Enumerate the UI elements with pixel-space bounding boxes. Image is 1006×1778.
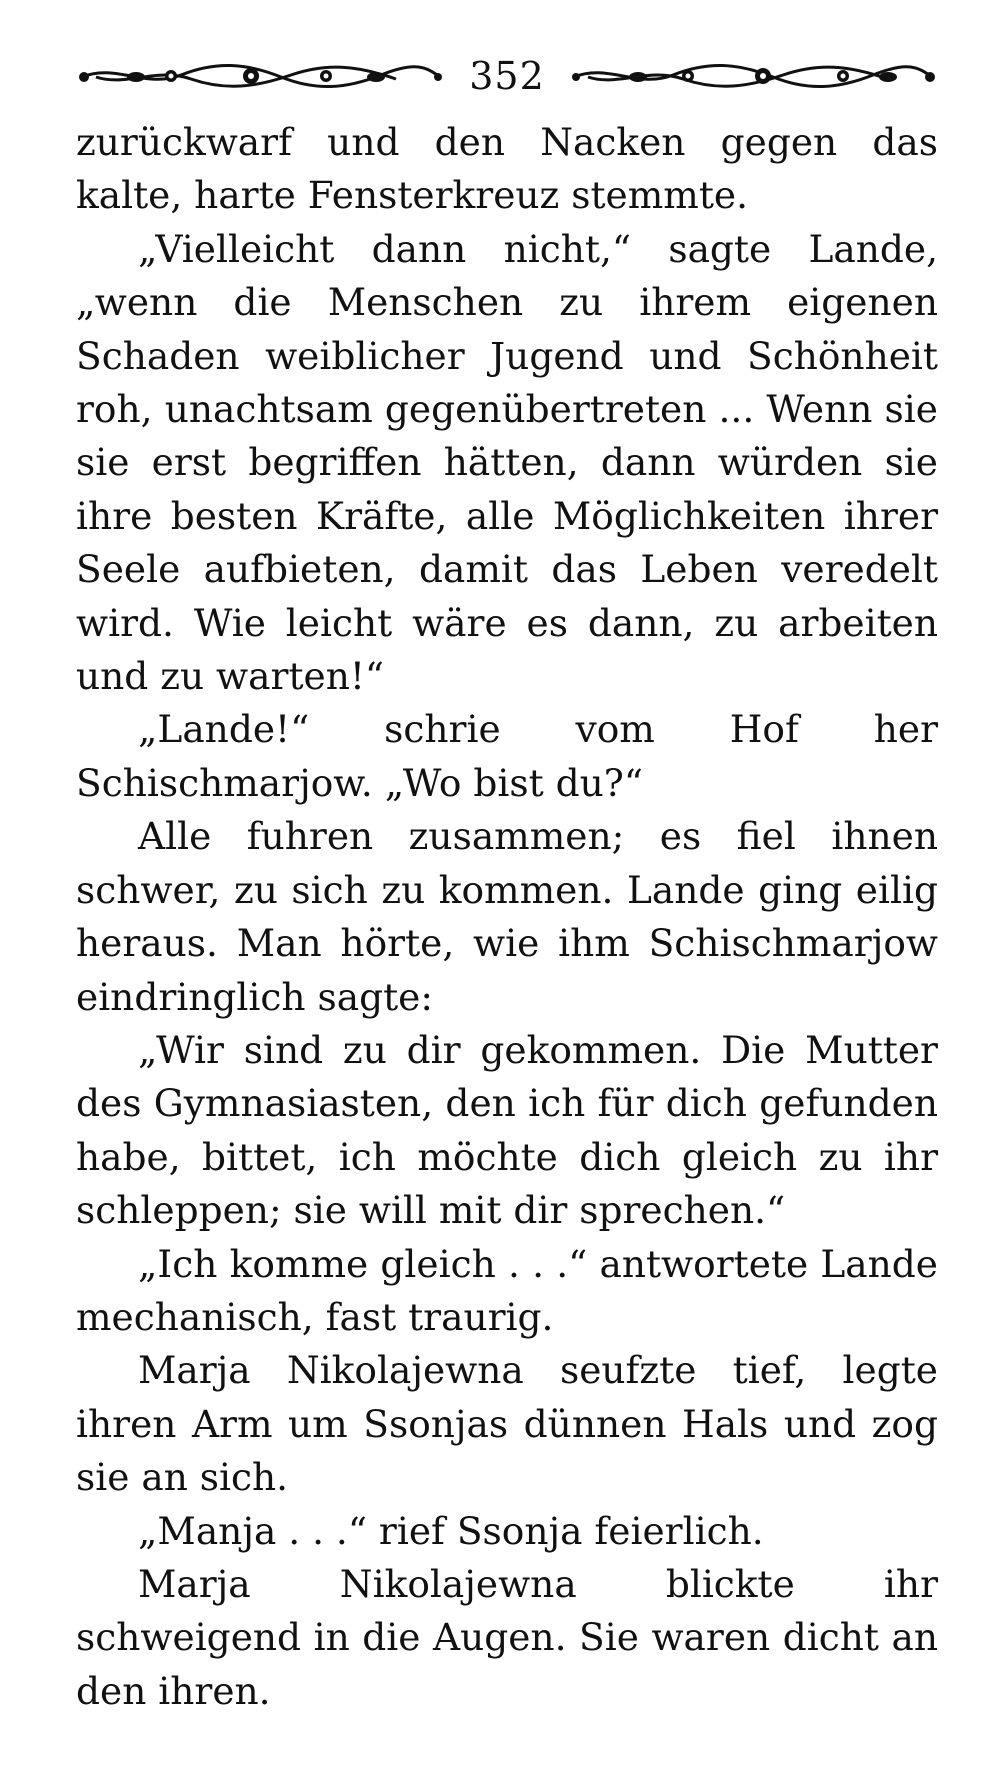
paragraph-3: „Lande!“ schrie vom Hof her Schischmarjow. „Wo bist du?“ (76, 707, 938, 805)
paragraph-1: zurückwarf und den Nacken gegen das kalte, harte Fensterkreuz stemmte. (76, 120, 938, 218)
ornament-left-icon (76, 59, 446, 93)
paragraph-2: „Vielleicht dann nicht,“ sagte Lande, „wenn die Menschen zu ihrem eigenen Schaden weiblicher Jugend und Schönheit roh, unachtsam gegenübertreten ... Wenn sie sie erst begriffen hätten, dann würden sie ihre besten Kräfte, alle Möglichkeiten ihrer Seele aufbieten, damit das Leben veredelt wird. Wie leicht wäre es dann, zu arbeiten und zu warten!“ (76, 226, 938, 699)
body-text (76, 116, 938, 1718)
paragraph-5: „Wir sind zu dir gekommen. Die Mutter des Gymnasiasten, den ich für dich gefunden habe, bittet, ich möchte dich gleich zu ihr schleppen; sie will mit dir sprechen.“ (76, 1027, 938, 1233)
page-number: 352 (469, 54, 545, 98)
ornament-right-icon (568, 59, 938, 93)
paragraph-7: Marja Nikolajewna seufzte tief, legte ihren Arm um Ssonjas dünnen Hals und zog sie an sich. (76, 1348, 938, 1500)
page-header (76, 48, 938, 104)
paragraph-8: „Manja . . .“ rief Ssonja feierlich. (138, 1508, 764, 1553)
paragraph-4: Alle fuhren zusammen; es fiel ihnen schwer, zu sich zu kommen. Lande ging eilig heraus. Man hörte, wie ihm Schischmarjow eindringlich sagte: (76, 814, 938, 1019)
paragraph-6: „Ich komme gleich . . .“ antwortete Lande mechanisch, fast traurig. (76, 1241, 938, 1339)
paragraph-9: Marja Nikolajewna blickte ihr schweigend in die Augen. Sie waren dicht an den ihren. (76, 1561, 938, 1713)
